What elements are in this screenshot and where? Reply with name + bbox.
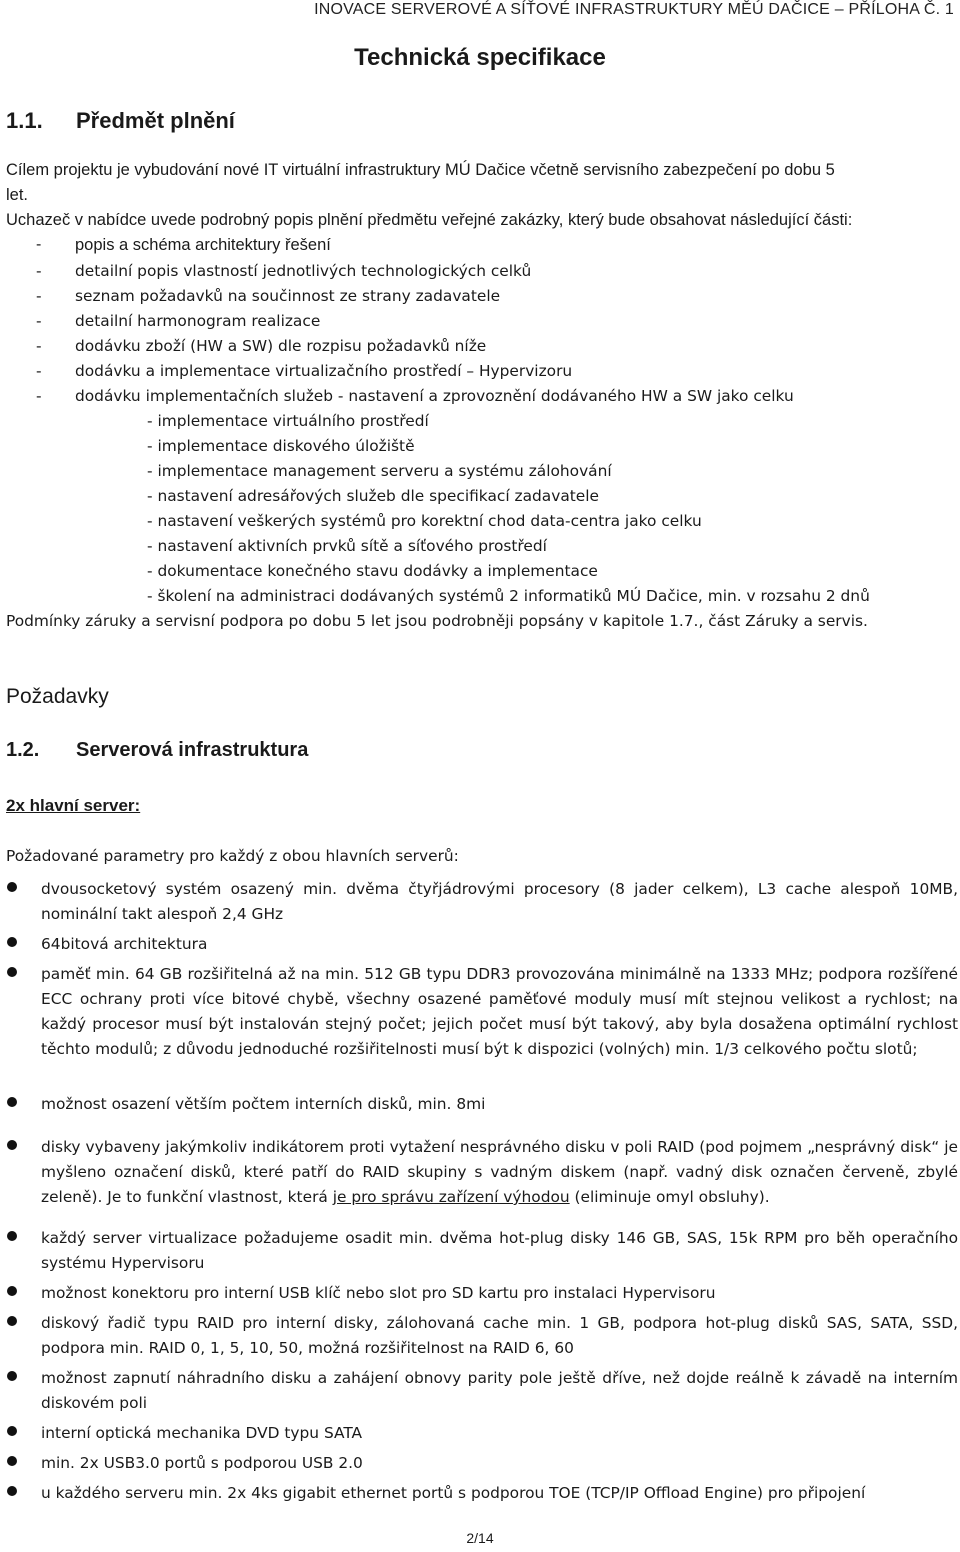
server-param-2: 64bitová architektura [41,935,208,953]
service-item: - nastavení adresářových služeb dle specifikací zadavatele [147,487,600,505]
server-param-11: u každého serveru min. 2x 4ks gigabit ethernet portů s podporou TOE (TCP/IP Offload Engine) pro připojení [41,1484,866,1502]
intro-line-2: let. [6,186,29,204]
list-dash: - [36,362,42,380]
service-item: - nastavení aktivních prvků sítě a síťového prostředí [147,537,547,555]
bullet-icon [7,1097,17,1107]
offer-line: Uchazeč v nabídce uvede podrobný popis plnění předmětu veřejné zakázky, který bude obsahovat následující části: [6,211,853,229]
running-header: INOVACE SERVEROVÉ A SÍŤOVÉ INFRASTRUKTURY MĚÚ DAČICE – PŘÍLOHA Č. 1 [314,1,954,18]
server-param-10: min. 2x USB3.0 portů s podporou USB 2.0 [41,1454,363,1472]
server-param-9: interní optická mechanika DVD typu SATA [41,1424,363,1442]
section-title: Předmět plnění [76,108,235,133]
bullet-icon [7,1371,17,1381]
bullet-icon [7,1140,17,1150]
service-item: - implementace diskového úložiště [147,437,415,455]
list-item: detailní popis vlastností jednotlivých technologických celků [75,262,532,280]
bullet-icon [7,1456,17,1466]
list-dash: - [36,287,42,305]
bullet-icon [7,1231,17,1241]
server-param-3: paměť min. 64 GB rozšiřitelná až na min. 512 GB typu DDR3 provozována minimálně na 1333 MHz; podpora rozšířené ECC ochrany proti více bitové chybě, všechny osazené paměťové moduly musí mít stejnou velikost a rychlost; na každý procesor musí být instalován stejný počet; jejich počet musí být takový, aby byla dosažena optimální rychlost těchto modulů; z důvodu jednoduché rozšiřitelnosti musí být k dispozici (volných) min. 1/3 celkového počtu slotů; [41,965,958,1058]
service-item: - implementace virtuálního prostředí [147,412,429,430]
server-param-disk-indicator [41,1135,958,1210]
list-item: dodávku zboží (HW a SW) dle rozpisu požadavků níže [75,337,487,355]
service-item: - nastavení veškerých systémů pro korektní chod data-centra jako celku [147,512,702,530]
server-param-8: možnost zapnutí náhradního disku a zahájení obnovy parity pole ještě dříve, než dojde reálně k závadě na interním diskovém poli [41,1369,958,1412]
bullet-icon [7,882,17,892]
requirements-heading: Požadavky [6,685,109,708]
service-item: - školení na administraci dodávaných systémů 2 informatiků MÚ Dačice, min. v rozsahu 2 dnů [147,587,870,605]
list-dash: - [36,262,42,280]
section-heading-1-1 [6,108,235,134]
server-param-7: diskový řadič typu RAID pro interní disky, zálohovaná cache min. 1 GB, podpora hot-plug disků SAS, SATA, SSD, podpora min. RAID 0, 1, 5, 10, 50, možná rozšiřitelnost na RAID 6, 60 [41,1314,958,1357]
list-item: dodávku a implementace virtualizačního prostředí – Hypervizoru [75,362,573,380]
list-item: seznam požadavků na součinnost ze strany zadavatele [75,287,501,305]
server-heading: 2x hlavní server: [6,796,141,815]
document-title: Technická specifikace [354,44,606,71]
disk-indicator-text: disky vybaveny jakýmkoliv indikátorem proti vytažení nesprávného disku v poli RAID (pod pojmem „nesprávný disk“ je myšleno označení disků, které patří do RAID skupiny s vadným diskem (např. vadný disk označen červeně, zbylé zeleně). Je to funkční vlastnost, která [41,1138,958,1206]
server-param-5: každý server virtualizace požadujeme osadit min. dvěma hot-plug disky 146 GB, SAS, 15k RPM pro běh operačního systému Hypervisoru [41,1229,958,1272]
service-item: - implementace management serveru a systému zálohování [147,462,612,480]
warranty-line: Podmínky záruky a servisní podpora po dobu 5 let jsou podrobněji popsány v kapitole 1.7., část Záruky a servis. [6,612,868,630]
disk-indicator-underlined: je pro správu zařízení výhodou [332,1188,570,1206]
disk-indicator-text-end: (eliminuje omyl obsluhy). [569,1188,770,1206]
list-item: detailní harmonogram realizace [75,312,321,330]
bullet-icon [7,1286,17,1296]
list-dash: - [36,387,42,405]
page-number: 2/14 [466,1530,494,1546]
server-param-4: možnost osazení větším počtem interních disků, min. 8mi [41,1095,486,1113]
list-dash: - [36,236,42,253]
section-number: 1.1. [6,108,43,133]
section-title: Serverová infrastruktura [76,739,309,761]
bullet-icon [7,1316,17,1326]
server-intro: Požadované parametry pro každý z obou hlavních serverů: [6,847,459,865]
bullet-icon [7,1426,17,1436]
bullet-icon [7,1486,17,1496]
server-param-6: možnost konektoru pro interní USB klíč nebo slot pro SD kartu pro instalaci Hypervisoru [41,1284,716,1302]
list-dash: - [36,312,42,330]
server-param-1: dvousocketový systém osazený min. dvěma čtyřjádrovými procesory (8 jader celkem), L3 cache alespoň 10MB, nominální takt alespoň 2,4 GHz [41,880,958,923]
list-item: popis a schéma architektury řešení [75,236,331,254]
section-number: 1.2. [6,739,40,761]
intro-line-1: Cílem projektu je vybudování nové IT virtuální infrastruktury MÚ Dačice včetně servisního zabezpečení po dobu 5 [6,161,835,179]
list-item: dodávku implementačních služeb - nastavení a zprovoznění dodávaného HW a SW jako celku [75,387,794,405]
list-dash: - [36,337,42,355]
bullet-icon [7,937,17,947]
bullet-icon [7,967,17,977]
section-heading-1-2 [6,739,308,762]
service-item: - dokumentace konečného stavu dodávky a implementace [147,562,598,580]
